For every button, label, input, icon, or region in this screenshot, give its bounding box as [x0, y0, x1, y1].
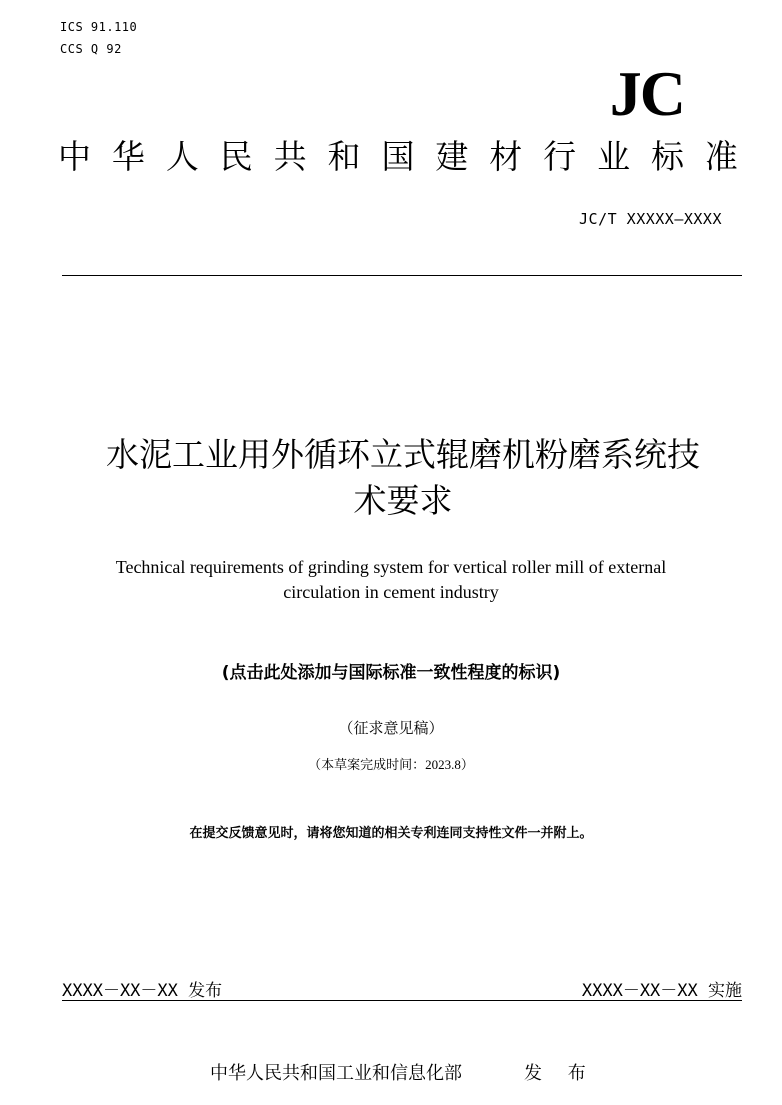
standard-category-title	[58, 137, 738, 176]
standard-title-char: 华	[111, 137, 145, 176]
title-cn-line-1: 水泥工业用外循环立式辊磨机粉磨系统技	[106, 435, 700, 474]
standard-title-char: 业	[597, 137, 631, 176]
standard-title-char: 行	[543, 137, 577, 176]
intl-consistency-note[interactable]: (点击此处添加与国际标准一致性程度的标识)	[221, 663, 561, 683]
title-cn-line-2: 术要求	[353, 481, 453, 520]
draft-stage: （征求意见稿）	[338, 721, 444, 737]
implementation-date: XXXX－XX－XX 实施	[581, 981, 742, 1001]
standard-title-char: 材	[489, 137, 523, 176]
ics-code: ICS 91.110	[60, 20, 138, 34]
standard-title-char: 建	[435, 137, 469, 176]
patent-notice: 在提交反馈意见时，请将您知道的相关专利连同支持性文件一并附上。	[189, 826, 593, 841]
standard-title-char: 国	[381, 137, 415, 176]
standard-title-char: 民	[219, 137, 253, 176]
document-title-cn	[60, 432, 746, 524]
issuing-action: 发 布	[524, 1063, 596, 1084]
standard-title-char: 共	[273, 137, 307, 176]
standard-title-char: 和	[327, 137, 361, 176]
standard-number: JC/T XXXXX—XXXX	[579, 210, 722, 228]
header-divider	[62, 275, 742, 276]
draft-completion-date: （本草案完成时间：2023.8）	[308, 757, 474, 772]
standard-title-char: 中	[58, 137, 91, 176]
issue-date: XXXX－XX－XX 发布	[62, 981, 223, 1001]
document-title-en	[80, 555, 702, 605]
ccs-code: CCS Q 92	[60, 42, 122, 56]
title-en-line-2: circulation in cement industry	[283, 582, 499, 602]
standard-title-char: 准	[704, 137, 738, 176]
jc-logo: JC	[609, 58, 684, 129]
issuing-authority: 中华人民共和国工业和信息化部	[210, 1063, 462, 1084]
standard-title-char: 标	[650, 137, 684, 176]
title-en-line-1: Technical requirements of grinding system for vertical roller mill of external	[115, 557, 667, 577]
standard-title-char: 人	[165, 137, 199, 176]
footer-divider	[62, 1000, 742, 1001]
